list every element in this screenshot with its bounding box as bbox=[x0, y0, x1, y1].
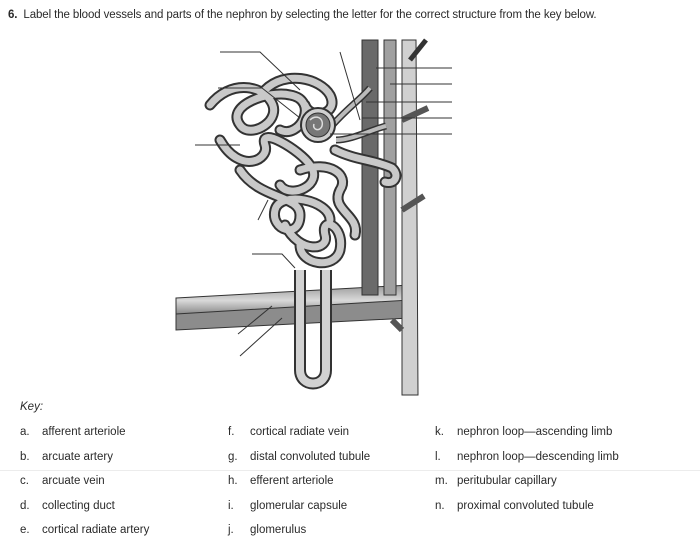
key-text: nephron loop—ascending limb bbox=[457, 426, 613, 438]
key-item-k bbox=[435, 426, 612, 438]
key-letter: j. bbox=[228, 524, 234, 536]
key-text: arcuate artery bbox=[42, 451, 113, 463]
key-text: nephron loop—descending limb bbox=[457, 451, 619, 463]
nephron-loop bbox=[300, 270, 326, 384]
key-letter: l. bbox=[435, 451, 441, 463]
key-letter: e. bbox=[20, 524, 30, 536]
key-item-e bbox=[20, 524, 149, 536]
glomerulus bbox=[301, 108, 335, 142]
key-text: peritubular capillary bbox=[457, 475, 557, 487]
question-number: 6. bbox=[8, 9, 18, 21]
key-item-f bbox=[228, 426, 349, 438]
key-text: proximal convoluted tubule bbox=[457, 500, 594, 512]
key-text: glomerulus bbox=[250, 524, 307, 536]
key-letter: i. bbox=[228, 500, 234, 512]
key-text: arcuate vein bbox=[42, 475, 105, 487]
key-text: glomerular capsule bbox=[250, 500, 348, 512]
key-item-g bbox=[228, 451, 370, 463]
key-letter: d. bbox=[20, 500, 30, 512]
key-letter: m. bbox=[435, 475, 448, 487]
key-item-i bbox=[228, 500, 347, 512]
key-item-h bbox=[228, 475, 334, 487]
key-letter: c. bbox=[20, 475, 29, 487]
key-item-d bbox=[20, 500, 115, 512]
key-item-n bbox=[435, 500, 594, 512]
key-letter: b. bbox=[20, 451, 30, 463]
key-letter: a. bbox=[20, 426, 30, 438]
key-letter: h. bbox=[228, 475, 238, 487]
key-letter: n. bbox=[435, 500, 445, 512]
key-item-a bbox=[20, 426, 126, 438]
key-item-c bbox=[20, 475, 105, 487]
key-letter: k. bbox=[435, 426, 444, 438]
key-text: afferent arteriole bbox=[42, 426, 126, 438]
key-item-j bbox=[228, 524, 306, 536]
key-letter: f. bbox=[228, 426, 235, 438]
key-letter: g. bbox=[228, 451, 238, 463]
key-text: efferent arteriole bbox=[250, 475, 334, 487]
cortical-radiate-vessels bbox=[362, 40, 428, 395]
key-item-l bbox=[435, 451, 619, 463]
key-text: distal convoluted tubule bbox=[250, 451, 371, 463]
key-text: cortical radiate vein bbox=[250, 426, 350, 438]
key-heading: Key: bbox=[20, 401, 44, 413]
divider bbox=[0, 470, 700, 471]
key-item-m bbox=[435, 475, 557, 487]
key-text: collecting duct bbox=[42, 500, 115, 512]
question-text: Label the blood vessels and parts of the nephron by selecting the letter for the correct structure from the key below. bbox=[23, 9, 597, 21]
key-item-b bbox=[20, 451, 113, 463]
key-text: cortical radiate artery bbox=[42, 524, 150, 536]
